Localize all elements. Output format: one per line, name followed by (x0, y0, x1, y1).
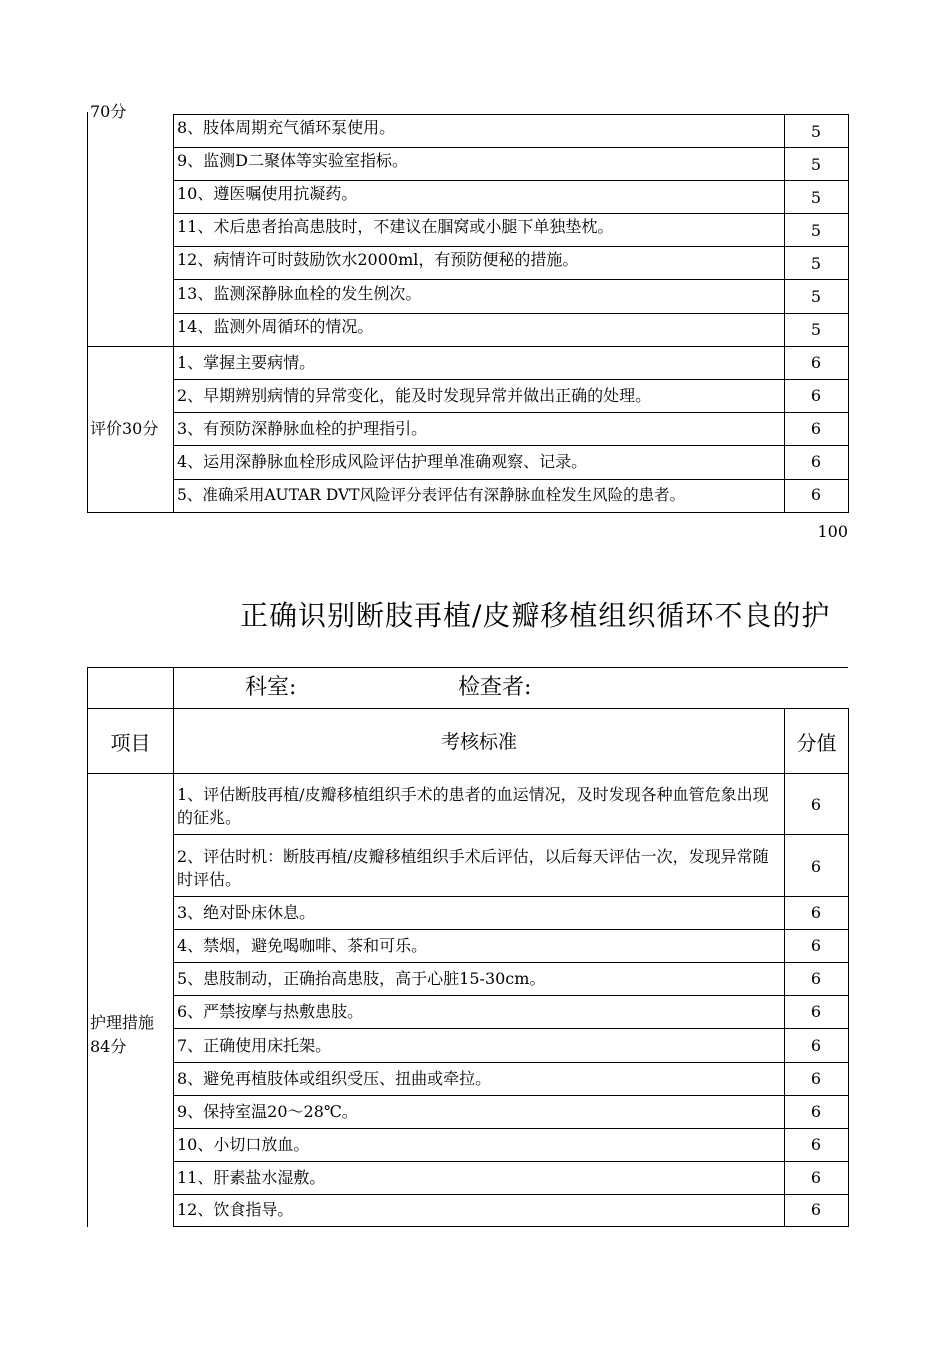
header-standard: 考核标准 (440, 731, 517, 753)
criteria-text: 3、绝对卧床休息。 (177, 903, 316, 922)
criteria-text: 5、患肢制动，正确抬高患肢，高于心脏15-30cm。 (177, 969, 546, 988)
score-value: 6 (810, 452, 822, 471)
score-value: 6 (810, 857, 822, 876)
score-value: 5 (810, 254, 822, 273)
criteria-text: 8、避免再植肢体或组织受压、扭曲或牵拉。 (177, 1069, 492, 1088)
score-value: 6 (810, 485, 822, 504)
criteria-text: 12、病情许可时鼓励饮水2000ml，有预防便秘的措施。 (177, 250, 579, 269)
score-value: 6 (810, 1200, 822, 1219)
score-value: 6 (810, 795, 822, 814)
criteria-text: 6、严禁按摩与热敷患肢。 (177, 1002, 364, 1021)
criteria-text: 1、评估断肢再植/皮瓣移植组织手术的患者的血运情况，及时发现各种血管危象出现的征兆。 (177, 785, 769, 827)
score-value: 6 (810, 1102, 822, 1121)
header-item: 项目 (110, 731, 151, 755)
criteria-text: 9、保持室温20～28℃。 (177, 1102, 358, 1121)
criteria-text: 11、术后患者抬高患肢时，不建议在腘窝或小腿下单独垫枕。 (177, 217, 614, 236)
criteria-text: 4、运用深静脉血栓形成风险评估护理单准确观察、记录。 (177, 452, 588, 471)
criteria-text: 8、肢体周期充气循环泵使用。 (177, 118, 396, 137)
criteria-text: 9、监测D二聚体等实验室指标。 (177, 151, 409, 170)
inspector-label: 检查者: (458, 675, 532, 700)
score-value: 6 (810, 1168, 822, 1187)
score-value: 6 (810, 1069, 822, 1088)
score-value: 6 (810, 969, 822, 988)
total-score: 100 (817, 522, 848, 541)
score-value: 5 (810, 188, 822, 207)
score-value: 6 (810, 936, 822, 955)
criteria-text: 1、掌握主要病情。 (177, 353, 316, 372)
criteria-text: 11、肝素盐水湿敷。 (177, 1168, 326, 1187)
score-value: 5 (810, 287, 822, 306)
score-value: 5 (810, 320, 822, 339)
score-value: 5 (810, 155, 822, 174)
criteria-text: 5、准确采用AUTAR DVT风险评分表评估有深静脉血栓发生风险的患者。 (177, 486, 686, 504)
category-label-nursing: 护理措施84分 (90, 1013, 155, 1056)
criteria-text: 3、有预防深静脉血栓的护理指引。 (177, 419, 428, 438)
criteria-text: 10、小切口放血。 (177, 1135, 310, 1154)
criteria-text: 13、监测深静脉血栓的发生例次。 (177, 284, 422, 303)
criteria-text: 7、正确使用床托架。 (177, 1036, 332, 1055)
score-value: 6 (810, 1036, 822, 1055)
page-title: 正确识别断肢再植/皮瓣移植组织循环不良的护 (240, 599, 831, 632)
category-label-evaluation: 评价30分 (90, 419, 159, 438)
score-value: 6 (810, 353, 822, 372)
score-value: 6 (810, 386, 822, 405)
score-value: 5 (810, 221, 822, 240)
criteria-text: 4、禁烟，避免喝咖啡、茶和可乐。 (177, 936, 428, 955)
header-score: 分值 (796, 731, 837, 755)
criteria-text: 2、早期辨别病情的异常变化，能及时发现异常并做出正确的处理。 (177, 386, 652, 405)
score-value: 6 (810, 903, 822, 922)
criteria-text: 12、饮食指导。 (177, 1200, 294, 1219)
category-label-top: 70分 (90, 102, 127, 121)
score-value: 6 (810, 1002, 822, 1021)
department-label: 科室: (245, 675, 297, 700)
score-value: 6 (810, 419, 822, 438)
score-value: 6 (810, 1135, 822, 1154)
criteria-text: 10、遵医嘱使用抗凝药。 (177, 184, 358, 203)
criteria-text: 14、监测外周循环的情况。 (177, 317, 374, 336)
score-value: 5 (810, 122, 822, 141)
criteria-text: 2、评估时机：断肢再植/皮瓣移植组织手术后评估，以后每天评估一次，发现异常随时评估。 (177, 847, 769, 889)
